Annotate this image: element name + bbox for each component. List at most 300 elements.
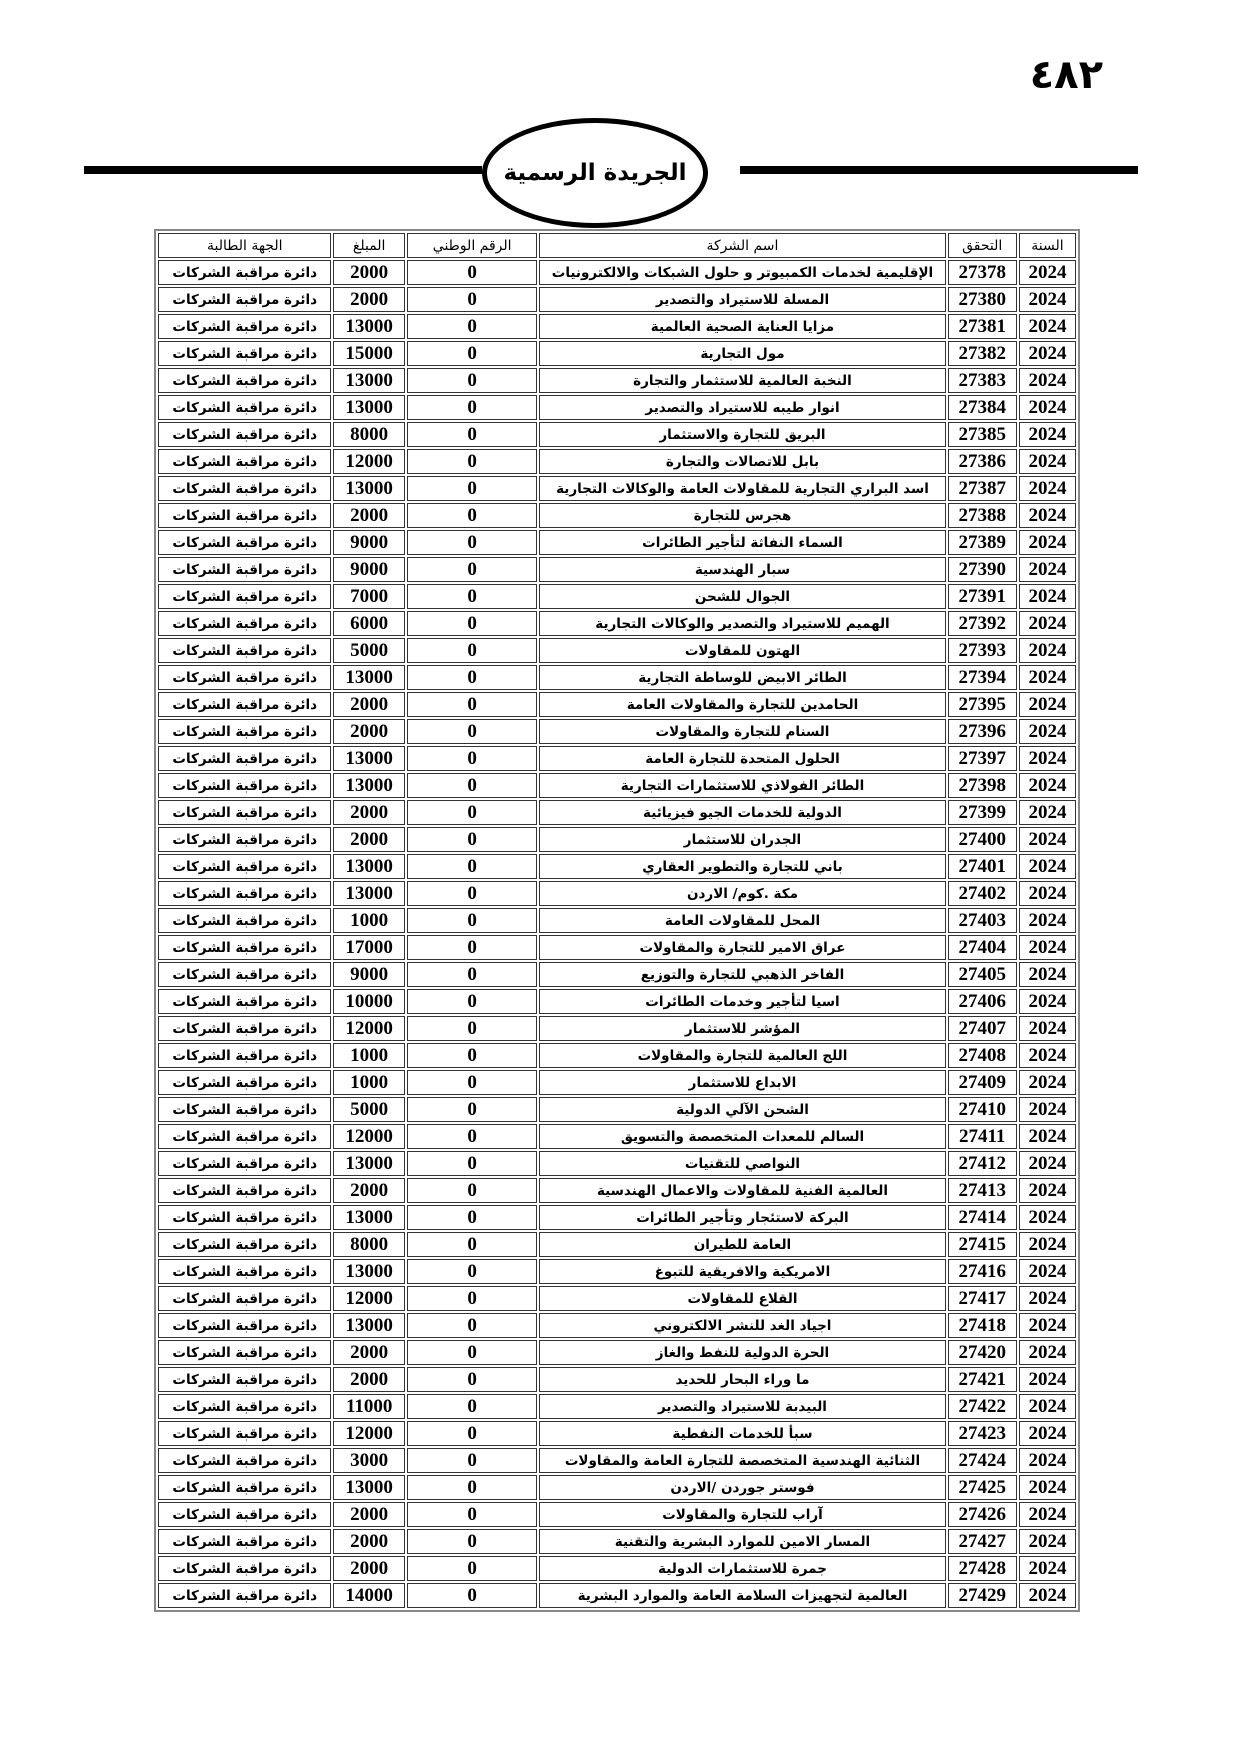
cell-year: 2024: [1019, 1205, 1076, 1230]
cell-requester: دائرة مراقبة الشركات: [158, 935, 331, 960]
cell-requester: دائرة مراقبة الشركات: [158, 611, 331, 636]
cell-national-no: 0: [407, 368, 538, 393]
table-row: [158, 395, 1076, 420]
cell-amount: 13000: [333, 1151, 404, 1176]
cell-amount: 17000: [333, 935, 404, 960]
table-row: [158, 1502, 1076, 1527]
table-row: [158, 1070, 1076, 1095]
cell-year: 2024: [1019, 503, 1076, 528]
cell-requester: دائرة مراقبة الشركات: [158, 1394, 331, 1419]
cell-company: جمرة للاستثمارات الدولية: [539, 1556, 945, 1581]
table-row: [158, 827, 1076, 852]
cell-national-no: 0: [407, 1529, 538, 1554]
cell-requester: دائرة مراقبة الشركات: [158, 503, 331, 528]
cell-national-no: 0: [407, 638, 538, 663]
cell-year: 2024: [1019, 800, 1076, 825]
table-row: [158, 1421, 1076, 1446]
cell-requester: دائرة مراقبة الشركات: [158, 1286, 331, 1311]
table-row: [158, 881, 1076, 906]
cell-company: البيدبة للاستيراد والتصدير: [539, 1394, 945, 1419]
cell-year: 2024: [1019, 1232, 1076, 1257]
cell-year: 2024: [1019, 719, 1076, 744]
cell-requester: دائرة مراقبة الشركات: [158, 476, 331, 501]
cell-requester: دائرة مراقبة الشركات: [158, 1502, 331, 1527]
cell-company: السماء النفاثة لتأجير الطائرات: [539, 530, 945, 555]
table-row: [158, 449, 1076, 474]
cell-ref: 27402: [948, 881, 1017, 906]
cell-national-no: 0: [407, 665, 538, 690]
cell-national-no: 0: [407, 260, 538, 285]
cell-requester: دائرة مراقبة الشركات: [158, 773, 331, 798]
cell-company: الشحن الآلي الدولية: [539, 1097, 945, 1122]
cell-year: 2024: [1019, 1502, 1076, 1527]
cell-amount: 2000: [333, 1502, 404, 1527]
cell-ref: 27391: [948, 584, 1017, 609]
cell-year: 2024: [1019, 854, 1076, 879]
cell-requester: دائرة مراقبة الشركات: [158, 1043, 331, 1068]
cell-ref: 27384: [948, 395, 1017, 420]
table-row: [158, 800, 1076, 825]
cell-requester: دائرة مراقبة الشركات: [158, 1367, 331, 1392]
cell-requester: دائرة مراقبة الشركات: [158, 1151, 331, 1176]
cell-ref: 27406: [948, 989, 1017, 1014]
cell-amount: 3000: [333, 1448, 404, 1473]
cell-national-no: 0: [407, 1097, 538, 1122]
cell-ref: 27400: [948, 827, 1017, 852]
cell-requester: دائرة مراقبة الشركات: [158, 287, 331, 312]
cell-ref: 27412: [948, 1151, 1017, 1176]
cell-year: 2024: [1019, 476, 1076, 501]
cell-ref: 27418: [948, 1313, 1017, 1338]
cell-company: سبار الهندسية: [539, 557, 945, 582]
cell-amount: 12000: [333, 1016, 404, 1041]
cell-ref: 27429: [948, 1583, 1017, 1608]
table-row: [158, 314, 1076, 339]
cell-national-no: 0: [407, 422, 538, 447]
cell-amount: 13000: [333, 665, 404, 690]
table-row: [158, 1394, 1076, 1419]
cell-amount: 5000: [333, 1097, 404, 1122]
table-row: [158, 341, 1076, 366]
cell-ref: 27390: [948, 557, 1017, 582]
cell-ref: 27401: [948, 854, 1017, 879]
cell-company: البركة لاستئجار وتأجير الطائرات: [539, 1205, 945, 1230]
header-amount: المبلغ: [333, 233, 404, 258]
cell-year: 2024: [1019, 1178, 1076, 1203]
cell-ref: 27382: [948, 341, 1017, 366]
masthead-rule-right: [740, 166, 1138, 174]
cell-national-no: 0: [407, 881, 538, 906]
cell-year: 2024: [1019, 1583, 1076, 1608]
cell-national-no: 0: [407, 1043, 538, 1068]
cell-year: 2024: [1019, 395, 1076, 420]
cell-company: الإقليمية لخدمات الكمبيوتر و حلول الشبكات والالكترونيات: [539, 260, 945, 285]
cell-national-no: 0: [407, 1556, 538, 1581]
table-row: [158, 1313, 1076, 1338]
cell-national-no: 0: [407, 1259, 538, 1284]
cell-requester: دائرة مراقبة الشركات: [158, 827, 331, 852]
cell-company: انوار طيبه للاستيراد والتصدير: [539, 395, 945, 420]
cell-national-no: 0: [407, 719, 538, 744]
cell-company: الفاخر الذهبي للتجارة والتوزيع: [539, 962, 945, 987]
cell-year: 2024: [1019, 935, 1076, 960]
cell-ref: 27381: [948, 314, 1017, 339]
table-row: [158, 1286, 1076, 1311]
cell-year: 2024: [1019, 1556, 1076, 1581]
cell-ref: 27383: [948, 368, 1017, 393]
cell-requester: دائرة مراقبة الشركات: [158, 1529, 331, 1554]
cell-national-no: 0: [407, 854, 538, 879]
companies-table-wrapper: [154, 229, 1080, 1612]
cell-requester: دائرة مراقبة الشركات: [158, 530, 331, 555]
cell-year: 2024: [1019, 1475, 1076, 1500]
cell-year: 2024: [1019, 611, 1076, 636]
cell-year: 2024: [1019, 1286, 1076, 1311]
cell-company: بابل للاتصالات والتجارة: [539, 449, 945, 474]
table-row: [158, 908, 1076, 933]
cell-year: 2024: [1019, 1529, 1076, 1554]
cell-national-no: 0: [407, 557, 538, 582]
cell-year: 2024: [1019, 1097, 1076, 1122]
table-row: [158, 1583, 1076, 1608]
cell-year: 2024: [1019, 1394, 1076, 1419]
cell-national-no: 0: [407, 341, 538, 366]
cell-national-no: 0: [407, 287, 538, 312]
cell-company: الحامدين للتجارة والمقاولات العامة: [539, 692, 945, 717]
cell-amount: 13000: [333, 395, 404, 420]
cell-requester: دائرة مراقبة الشركات: [158, 665, 331, 690]
cell-ref: 27403: [948, 908, 1017, 933]
cell-company: المسار الامين للموارد البشرية والتقنية: [539, 1529, 945, 1554]
cell-company: الطائر الفولاذي للاستثمارات التجارية: [539, 773, 945, 798]
table-row: [158, 287, 1076, 312]
masthead-oval: [482, 118, 708, 228]
cell-amount: 15000: [333, 341, 404, 366]
table-row: [158, 1259, 1076, 1284]
cell-amount: 2000: [333, 1178, 404, 1203]
cell-national-no: 0: [407, 1205, 538, 1230]
cell-national-no: 0: [407, 530, 538, 555]
cell-national-no: 0: [407, 962, 538, 987]
cell-requester: دائرة مراقبة الشركات: [158, 854, 331, 879]
cell-requester: دائرة مراقبة الشركات: [158, 1205, 331, 1230]
cell-national-no: 0: [407, 989, 538, 1014]
cell-requester: دائرة مراقبة الشركات: [158, 1070, 331, 1095]
companies-table: [154, 229, 1080, 1612]
cell-requester: دائرة مراقبة الشركات: [158, 1556, 331, 1581]
cell-company: الابداع للاستثمار: [539, 1070, 945, 1095]
cell-company: الجدران للاستثمار: [539, 827, 945, 852]
table-row: [158, 530, 1076, 555]
table-row: [158, 260, 1076, 285]
cell-amount: 6000: [333, 611, 404, 636]
cell-company: فوستر جوردن /الاردن: [539, 1475, 945, 1500]
cell-company: مول التجارية: [539, 341, 945, 366]
cell-national-no: 0: [407, 1340, 538, 1365]
header-national-no: الرقم الوطني: [407, 233, 538, 258]
cell-national-no: 0: [407, 1502, 538, 1527]
cell-amount: 2000: [333, 1367, 404, 1392]
cell-amount: 2000: [333, 1556, 404, 1581]
cell-ref: 27416: [948, 1259, 1017, 1284]
cell-requester: دائرة مراقبة الشركات: [158, 638, 331, 663]
cell-company: العالمية الفنية للمقاولات والاعمال الهندسية: [539, 1178, 945, 1203]
table-row: [158, 638, 1076, 663]
cell-company: المحل للمقاولات العامة: [539, 908, 945, 933]
cell-company: الامريكية والافريقية للتبوغ: [539, 1259, 945, 1284]
cell-ref: 27413: [948, 1178, 1017, 1203]
cell-year: 2024: [1019, 1259, 1076, 1284]
cell-national-no: 0: [407, 935, 538, 960]
table-row: [158, 1340, 1076, 1365]
cell-national-no: 0: [407, 827, 538, 852]
cell-national-no: 0: [407, 395, 538, 420]
cell-ref: 27420: [948, 1340, 1017, 1365]
masthead-title: الجريدة الرسمية: [503, 160, 687, 186]
cell-year: 2024: [1019, 908, 1076, 933]
cell-national-no: 0: [407, 1313, 538, 1338]
table-row: [158, 368, 1076, 393]
cell-amount: 14000: [333, 1583, 404, 1608]
table-row: [158, 557, 1076, 582]
cell-ref: 27408: [948, 1043, 1017, 1068]
cell-ref: 27407: [948, 1016, 1017, 1041]
header-ref: التحقق: [948, 233, 1017, 258]
cell-national-no: 0: [407, 1178, 538, 1203]
cell-ref: 27410: [948, 1097, 1017, 1122]
table-row: [158, 1124, 1076, 1149]
cell-national-no: 0: [407, 1016, 538, 1041]
cell-requester: دائرة مراقبة الشركات: [158, 1259, 331, 1284]
cell-requester: دائرة مراقبة الشركات: [158, 1448, 331, 1473]
cell-amount: 12000: [333, 1286, 404, 1311]
cell-amount: 2000: [333, 287, 404, 312]
cell-ref: 27395: [948, 692, 1017, 717]
cell-year: 2024: [1019, 1016, 1076, 1041]
cell-company: عراق الامير للتجارة والمقاولات: [539, 935, 945, 960]
cell-requester: دائرة مراقبة الشركات: [158, 1475, 331, 1500]
cell-company: اللج العالمية للتجارة والمقاولات: [539, 1043, 945, 1068]
table-row: [158, 1151, 1076, 1176]
cell-amount: 13000: [333, 1259, 404, 1284]
cell-amount: 8000: [333, 422, 404, 447]
cell-amount: 11000: [333, 1394, 404, 1419]
cell-year: 2024: [1019, 449, 1076, 474]
table-row: [158, 1475, 1076, 1500]
table-row: [158, 854, 1076, 879]
cell-company: الهميم للاستيراد والتصدير والوكالات التجارية: [539, 611, 945, 636]
cell-year: 2024: [1019, 1340, 1076, 1365]
cell-year: 2024: [1019, 1367, 1076, 1392]
cell-requester: دائرة مراقبة الشركات: [158, 719, 331, 744]
cell-year: 2024: [1019, 1151, 1076, 1176]
cell-amount: 12000: [333, 1421, 404, 1446]
cell-requester: دائرة مراقبة الشركات: [158, 1232, 331, 1257]
cell-requester: دائرة مراقبة الشركات: [158, 1124, 331, 1149]
cell-national-no: 0: [407, 584, 538, 609]
cell-amount: 10000: [333, 989, 404, 1014]
table-row: [158, 503, 1076, 528]
cell-amount: 13000: [333, 1475, 404, 1500]
cell-national-no: 0: [407, 1421, 538, 1446]
cell-year: 2024: [1019, 1448, 1076, 1473]
cell-amount: 12000: [333, 449, 404, 474]
cell-national-no: 0: [407, 908, 538, 933]
cell-company: الحلول المتحدة للتجارة العامة: [539, 746, 945, 771]
cell-ref: 27387: [948, 476, 1017, 501]
cell-company: هجرس للتجارة: [539, 503, 945, 528]
cell-company: آراب للتجارة والمقاولات: [539, 1502, 945, 1527]
cell-year: 2024: [1019, 341, 1076, 366]
cell-amount: 9000: [333, 557, 404, 582]
table-row: [158, 584, 1076, 609]
cell-company: الطائر الابيض للوساطة التجارية: [539, 665, 945, 690]
cell-requester: دائرة مراقبة الشركات: [158, 422, 331, 447]
cell-year: 2024: [1019, 989, 1076, 1014]
cell-company: الهتون للمقاولات: [539, 638, 945, 663]
cell-year: 2024: [1019, 1124, 1076, 1149]
table-row: [158, 962, 1076, 987]
cell-national-no: 0: [407, 1448, 538, 1473]
cell-requester: دائرة مراقبة الشركات: [158, 692, 331, 717]
cell-requester: دائرة مراقبة الشركات: [158, 908, 331, 933]
table-row: [158, 611, 1076, 636]
table-row: [158, 1097, 1076, 1122]
table-row: [158, 1043, 1076, 1068]
cell-national-no: 0: [407, 1124, 538, 1149]
cell-year: 2024: [1019, 1043, 1076, 1068]
cell-ref: 27397: [948, 746, 1017, 771]
cell-amount: 2000: [333, 827, 404, 852]
header-requester: الجهة الطالبة: [158, 233, 331, 258]
cell-national-no: 0: [407, 476, 538, 501]
header-company: اسم الشركة: [539, 233, 945, 258]
cell-amount: 2000: [333, 800, 404, 825]
cell-company: سبأ للخدمات النفطية: [539, 1421, 945, 1446]
table-row: [158, 692, 1076, 717]
cell-company: الحرة الدولية للنفط والغاز: [539, 1340, 945, 1365]
cell-ref: 27398: [948, 773, 1017, 798]
table-body: [158, 260, 1076, 1608]
cell-ref: 27392: [948, 611, 1017, 636]
cell-year: 2024: [1019, 638, 1076, 663]
cell-national-no: 0: [407, 1394, 538, 1419]
cell-ref: 27380: [948, 287, 1017, 312]
cell-year: 2024: [1019, 1421, 1076, 1446]
cell-company: العالمية لتجهيزات السلامة العامة والموارد البشرية: [539, 1583, 945, 1608]
cell-year: 2024: [1019, 1070, 1076, 1095]
cell-requester: دائرة مراقبة الشركات: [158, 557, 331, 582]
cell-national-no: 0: [407, 800, 538, 825]
table-row: [158, 1556, 1076, 1581]
cell-amount: 13000: [333, 854, 404, 879]
cell-requester: دائرة مراقبة الشركات: [158, 368, 331, 393]
cell-amount: 12000: [333, 1124, 404, 1149]
cell-amount: 1000: [333, 908, 404, 933]
table-row: [158, 773, 1076, 798]
cell-ref: 27389: [948, 530, 1017, 555]
cell-ref: 27417: [948, 1286, 1017, 1311]
cell-requester: دائرة مراقبة الشركات: [158, 1097, 331, 1122]
cell-national-no: 0: [407, 746, 538, 771]
cell-company: النخبة العالمية للاستثمار والتجارة: [539, 368, 945, 393]
cell-national-no: 0: [407, 1367, 538, 1392]
cell-national-no: 0: [407, 1286, 538, 1311]
table-row: [158, 719, 1076, 744]
cell-year: 2024: [1019, 962, 1076, 987]
cell-ref: 27424: [948, 1448, 1017, 1473]
cell-amount: 2000: [333, 260, 404, 285]
cell-year: 2024: [1019, 665, 1076, 690]
cell-amount: 13000: [333, 746, 404, 771]
cell-ref: 27394: [948, 665, 1017, 690]
cell-year: 2024: [1019, 746, 1076, 771]
cell-ref: 27378: [948, 260, 1017, 285]
cell-national-no: 0: [407, 1070, 538, 1095]
cell-amount: 13000: [333, 1205, 404, 1230]
cell-year: 2024: [1019, 314, 1076, 339]
cell-company: الدولية للخدمات الجيو فيزيائية: [539, 800, 945, 825]
cell-year: 2024: [1019, 260, 1076, 285]
cell-amount: 9000: [333, 530, 404, 555]
cell-ref: 27426: [948, 1502, 1017, 1527]
cell-amount: 5000: [333, 638, 404, 663]
cell-amount: 2000: [333, 692, 404, 717]
cell-amount: 13000: [333, 881, 404, 906]
cell-year: 2024: [1019, 692, 1076, 717]
cell-ref: 27404: [948, 935, 1017, 960]
cell-company: اسد البراري التجارية للمقاولات العامة والوكالات التجارية: [539, 476, 945, 501]
cell-requester: دائرة مراقبة الشركات: [158, 1178, 331, 1203]
cell-national-no: 0: [407, 1475, 538, 1500]
cell-ref: 27396: [948, 719, 1017, 744]
cell-company: السالم للمعدات المتخصصة والتسويق: [539, 1124, 945, 1149]
cell-national-no: 0: [407, 1232, 538, 1257]
cell-amount: 13000: [333, 476, 404, 501]
cell-amount: 1000: [333, 1070, 404, 1095]
cell-amount: 13000: [333, 1313, 404, 1338]
cell-ref: 27422: [948, 1394, 1017, 1419]
table-row: [158, 1016, 1076, 1041]
cell-year: 2024: [1019, 368, 1076, 393]
cell-ref: 27423: [948, 1421, 1017, 1446]
cell-company: السنام للتجارة والمقاولات: [539, 719, 945, 744]
cell-national-no: 0: [407, 611, 538, 636]
cell-company: اسيا لتأجير وخدمات الطائرات: [539, 989, 945, 1014]
cell-requester: دائرة مراقبة الشركات: [158, 800, 331, 825]
cell-requester: دائرة مراقبة الشركات: [158, 1421, 331, 1446]
table-row: [158, 1178, 1076, 1203]
cell-amount: 2000: [333, 1340, 404, 1365]
cell-requester: دائرة مراقبة الشركات: [158, 341, 331, 366]
cell-ref: 27414: [948, 1205, 1017, 1230]
cell-requester: دائرة مراقبة الشركات: [158, 1016, 331, 1041]
cell-requester: دائرة مراقبة الشركات: [158, 746, 331, 771]
cell-requester: دائرة مراقبة الشركات: [158, 1583, 331, 1608]
table-row: [158, 1232, 1076, 1257]
cell-year: 2024: [1019, 530, 1076, 555]
table-row: [158, 1205, 1076, 1230]
cell-company: مزايا العناية الصحية العالمية: [539, 314, 945, 339]
cell-company: العامة للطيران: [539, 1232, 945, 1257]
cell-requester: دائرة مراقبة الشركات: [158, 1313, 331, 1338]
cell-amount: 2000: [333, 503, 404, 528]
cell-requester: دائرة مراقبة الشركات: [158, 962, 331, 987]
cell-year: 2024: [1019, 287, 1076, 312]
cell-company: ما وراء البحار للحديد: [539, 1367, 945, 1392]
cell-ref: 27411: [948, 1124, 1017, 1149]
header-year: السنة: [1019, 233, 1076, 258]
